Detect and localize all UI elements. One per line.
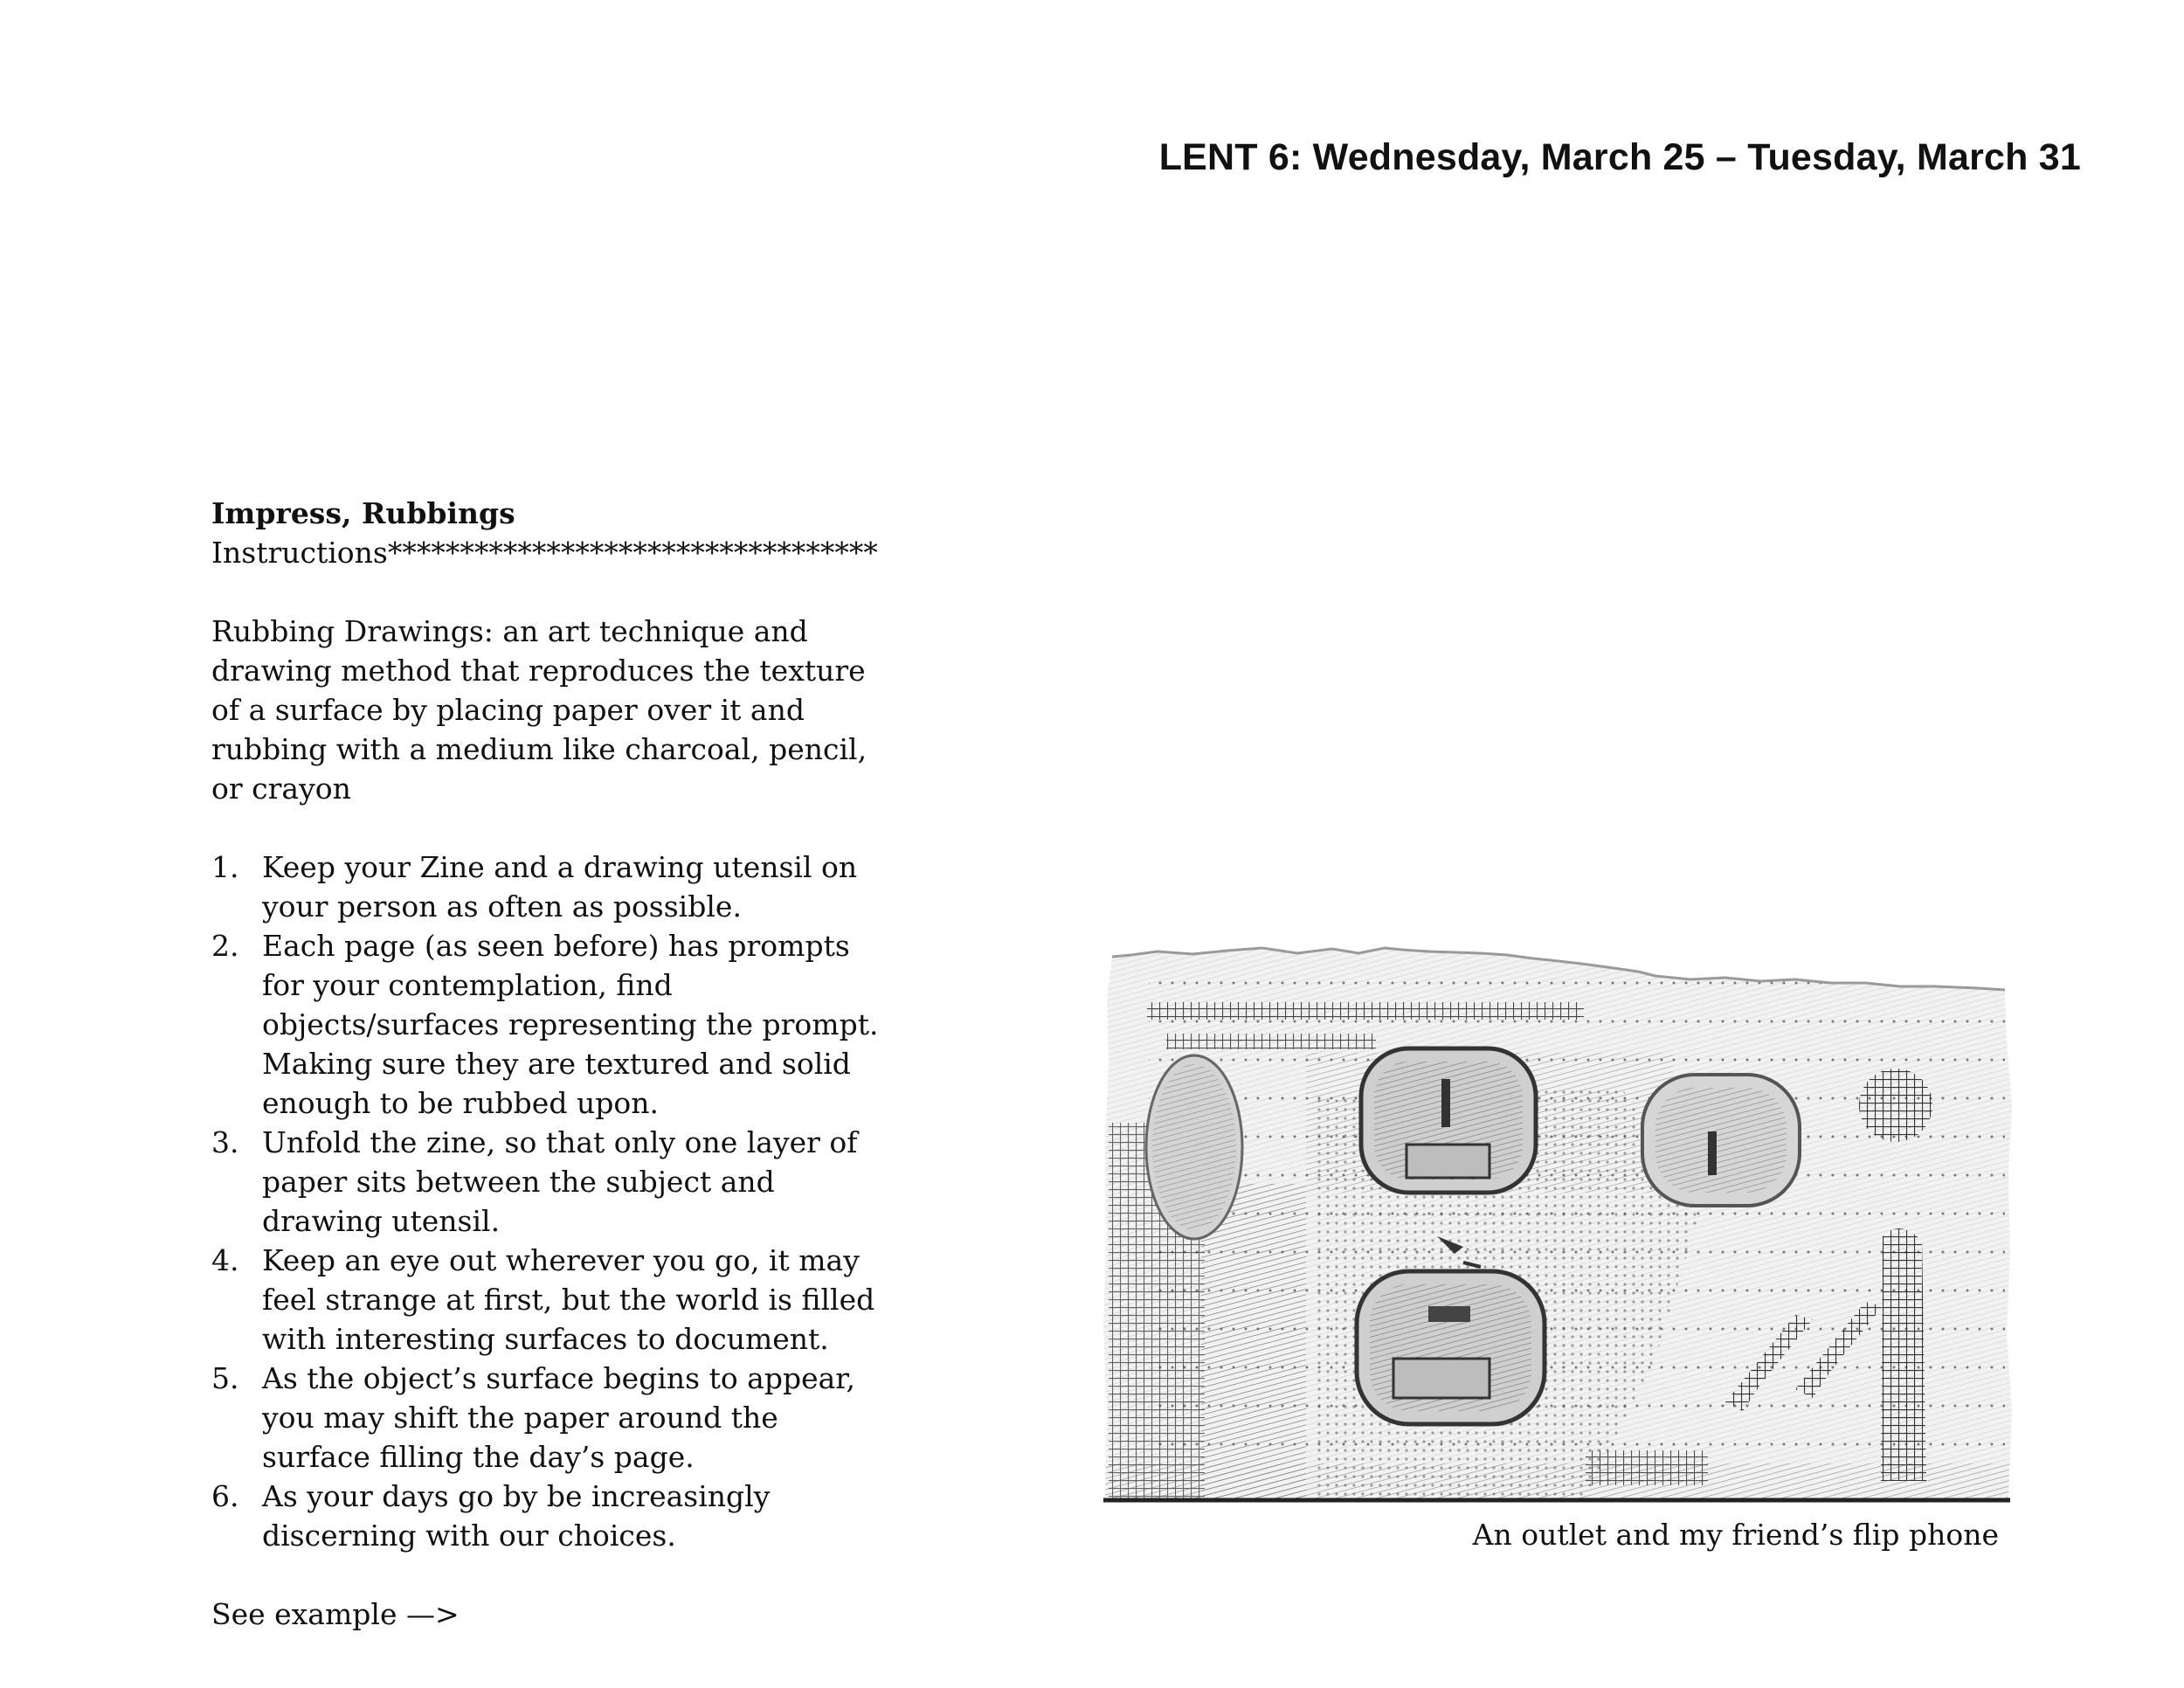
step-number: 5. <box>211 1361 239 1395</box>
instructions-label: Instructions********************************** <box>211 536 878 570</box>
list-item <box>211 1477 893 1555</box>
step-number: 1. <box>211 850 239 884</box>
list-item <box>211 847 893 926</box>
see-example-text: See example —> <box>211 1597 460 1631</box>
step-text: Unfold the zine, so that only one layer of paper sits between the subject and drawing utensil. <box>262 1125 858 1238</box>
image-caption: An outlet and my friend’s flip phone <box>1472 1518 1999 1552</box>
definition-paragraph: Rubbing Drawings: an art technique and drawing method that reproduces the texture of a surface by placing paper over it and rubbing with a medium like charcoal, pencil, or crayon <box>211 614 867 806</box>
step-text: Each page (as seen before) has prompts for your contemplation, find objects/surfaces representing the prompt. Making sure they are textured and solid enough to be rubbed upon. <box>262 929 879 1120</box>
step-text: As the object’s surface begins to appear, you may shift the paper around the surface filling the day’s page. <box>262 1361 855 1474</box>
page-title: LENT 6: Wednesday, March 25 – Tuesday, March 31 <box>1158 136 2081 178</box>
step-text: Keep your Zine and a drawing utensil on your person as often as possible. <box>262 850 858 924</box>
step-number: 4. <box>211 1243 239 1277</box>
instructions-column <box>211 494 893 1634</box>
list-item <box>211 1123 893 1241</box>
step-number: 3. <box>211 1125 239 1159</box>
section-heading: Impress, Rubbings <box>211 496 515 530</box>
step-number: 6. <box>211 1479 239 1513</box>
list-item <box>211 1241 893 1359</box>
step-text: As your days go by be increasingly discerning with our choices. <box>262 1479 771 1553</box>
steps-list <box>211 847 893 1555</box>
rubbing-example-image <box>1096 922 2014 1505</box>
list-item <box>211 926 893 1123</box>
list-item <box>211 1359 893 1477</box>
step-text: Keep an eye out wherever you go, it may feel strange at first, but the world is filled with interesting surfaces to document. <box>262 1243 875 1356</box>
rubbing-drawing <box>1096 922 2014 1505</box>
step-number: 2. <box>211 929 239 963</box>
